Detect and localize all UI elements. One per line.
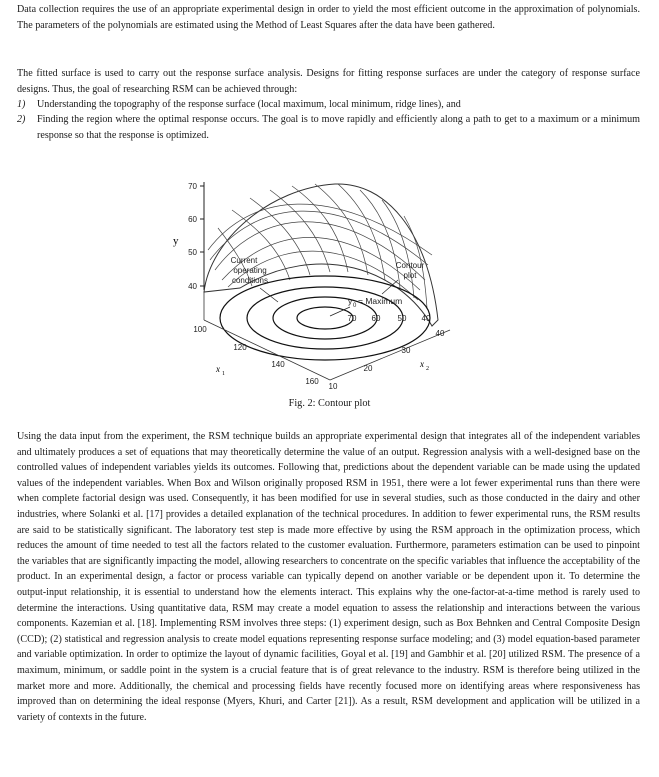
current-conditions-label: operating	[233, 266, 267, 275]
contour-value: 40	[421, 314, 431, 323]
x1-tick-label: 140	[271, 360, 285, 369]
x2-tick-label: 10	[328, 382, 338, 391]
y-tick-label: 40	[188, 282, 197, 291]
x2-tick-label: 30	[401, 346, 411, 355]
x2-tick-label: 40	[435, 329, 445, 338]
x1-axis-subscript: 1	[222, 371, 225, 377]
response-surface-figure	[170, 170, 460, 398]
list-item	[17, 112, 640, 143]
contour-value: 50	[397, 314, 407, 323]
y-tick-label: 60	[188, 215, 197, 224]
response-surface-illustration	[170, 170, 460, 398]
list-number: 1)	[17, 99, 26, 110]
x1-tick-label: 120	[233, 343, 247, 352]
current-conditions-label: conditions	[231, 276, 269, 285]
x1-tick-label: 100	[193, 325, 207, 334]
contour-plot-label: plot	[403, 271, 417, 280]
paragraph-rsm-technique: Using the data input from the experiment, the RSM technique builds an appropriate experimental design that integrates all of the independent variables and ultimately produces a set of equations that may theoretically determine the value of an output. Regression analysis with a well-designed base on the controlled values of independent variables yields its outcomes. Following that, predictions about the dependent variable can be made using the updated values of the independent variables. When Box and Wilson originally proposed RSM in 1951, there were a lot fewer experimental runs than there were when complete factorial design was used. Consequently, it has been modified for use in several studies, such as those conducted in the dairy and other industries, where Solanki et al. [17] provides a detailed explanation of the technical procedures. In addition to fewer experimental runs, the RSM results are said to be statistically significant. The laboratory test step is made more effective by using the RSM approach in the optimization process, which reduces the amount of time needed to test all the factors related to the customer evaluation. Furthermore, parameters estimation can be used to pinpoint the variables that are significantly impacting the model, allowing researchers to concentrate on the specific variables that influence the acceptability of the product. In an experimental design, a factor or process variable can typically depend on another variable or be dependent upon it. To determine the output-input relationship, it is essential to understand how the elements interact. This explains why the one-factor-at-a-time method is rarely used to determine the interactions. Using quantitative data, RSM may create a model equation to assess the relationship and interactions between the various components. Kazemian et al. [18]. Implementing RSM involves three steps: (1) experiment design, such as Box Behnken and Central Composite Design (CCD); (2) statistical and regression analysis to create model equations representing response surface modeling; and (3) model equation-based parameter and variable optimization. In order to optimize the layout of dynamic facilities, Goyal et al. [19] and Gambhir et al. [20] utilized RSM. The presence of a maximum, minimum, or saddle point in the system is a crucial feature that is of great relevance to the industry. RSM is therefore being utilized in the market more and more. Additionally, the chemical and processing fields have recently focused more on identifying areas where responsiveness has improved than on determining the ideal response (Myers, Khuri, and Carter [21]). As a result, RSM development and application will be utilized in a variety of contexts in the future.	[17, 431, 640, 723]
x2-tick-label: 20	[363, 364, 373, 373]
y-tick-label: 50	[188, 248, 197, 257]
x2-axis-label: x	[420, 359, 424, 369]
list-number: 2)	[17, 114, 26, 125]
x2-axis-subscript: 2	[426, 366, 429, 372]
y-axis-label: y	[173, 235, 179, 247]
y-tick-label: 70	[188, 182, 197, 191]
contour-value: 70	[347, 314, 357, 323]
list-item	[17, 97, 640, 113]
list-text: Understanding the topography of the response surface (local maximum, local minimum, ridge lines), and	[37, 99, 461, 110]
y0-subscript: 0	[353, 303, 357, 309]
figure-caption: Fig. 2: Contour plot	[288, 398, 371, 409]
surface-mesh	[208, 184, 432, 308]
paragraph-intro: Data collection requires the use of an appropriate experimental design in order to yield the most efficient outcome in the approximation of polynomials. The parameters of the polynomials are estimated using the Method of Least Squares after the data have been gathered.	[17, 4, 640, 31]
current-conditions-label: Current	[230, 256, 258, 265]
contour-plot-label: Contour	[395, 261, 425, 270]
x1-tick-label: 160	[305, 377, 319, 386]
maximum-label: = Maximum	[358, 296, 403, 306]
x1-axis-label: x	[216, 364, 220, 374]
contour-value: 60	[371, 314, 381, 323]
paragraph-fitted-surface: The fitted surface is used to carry out the response surface analysis. Designs for fitting response surfaces are under the category of response surface designs. Thus, the goal of researching RSM can be achieved through:	[17, 68, 640, 95]
list-text: Finding the region where the optimal response occurs. The goal is to move rapidly and efficiently along a path to get to a maximum or a minimum response so that the response is optimized.	[37, 114, 640, 141]
y0-symbol: y	[348, 296, 353, 306]
